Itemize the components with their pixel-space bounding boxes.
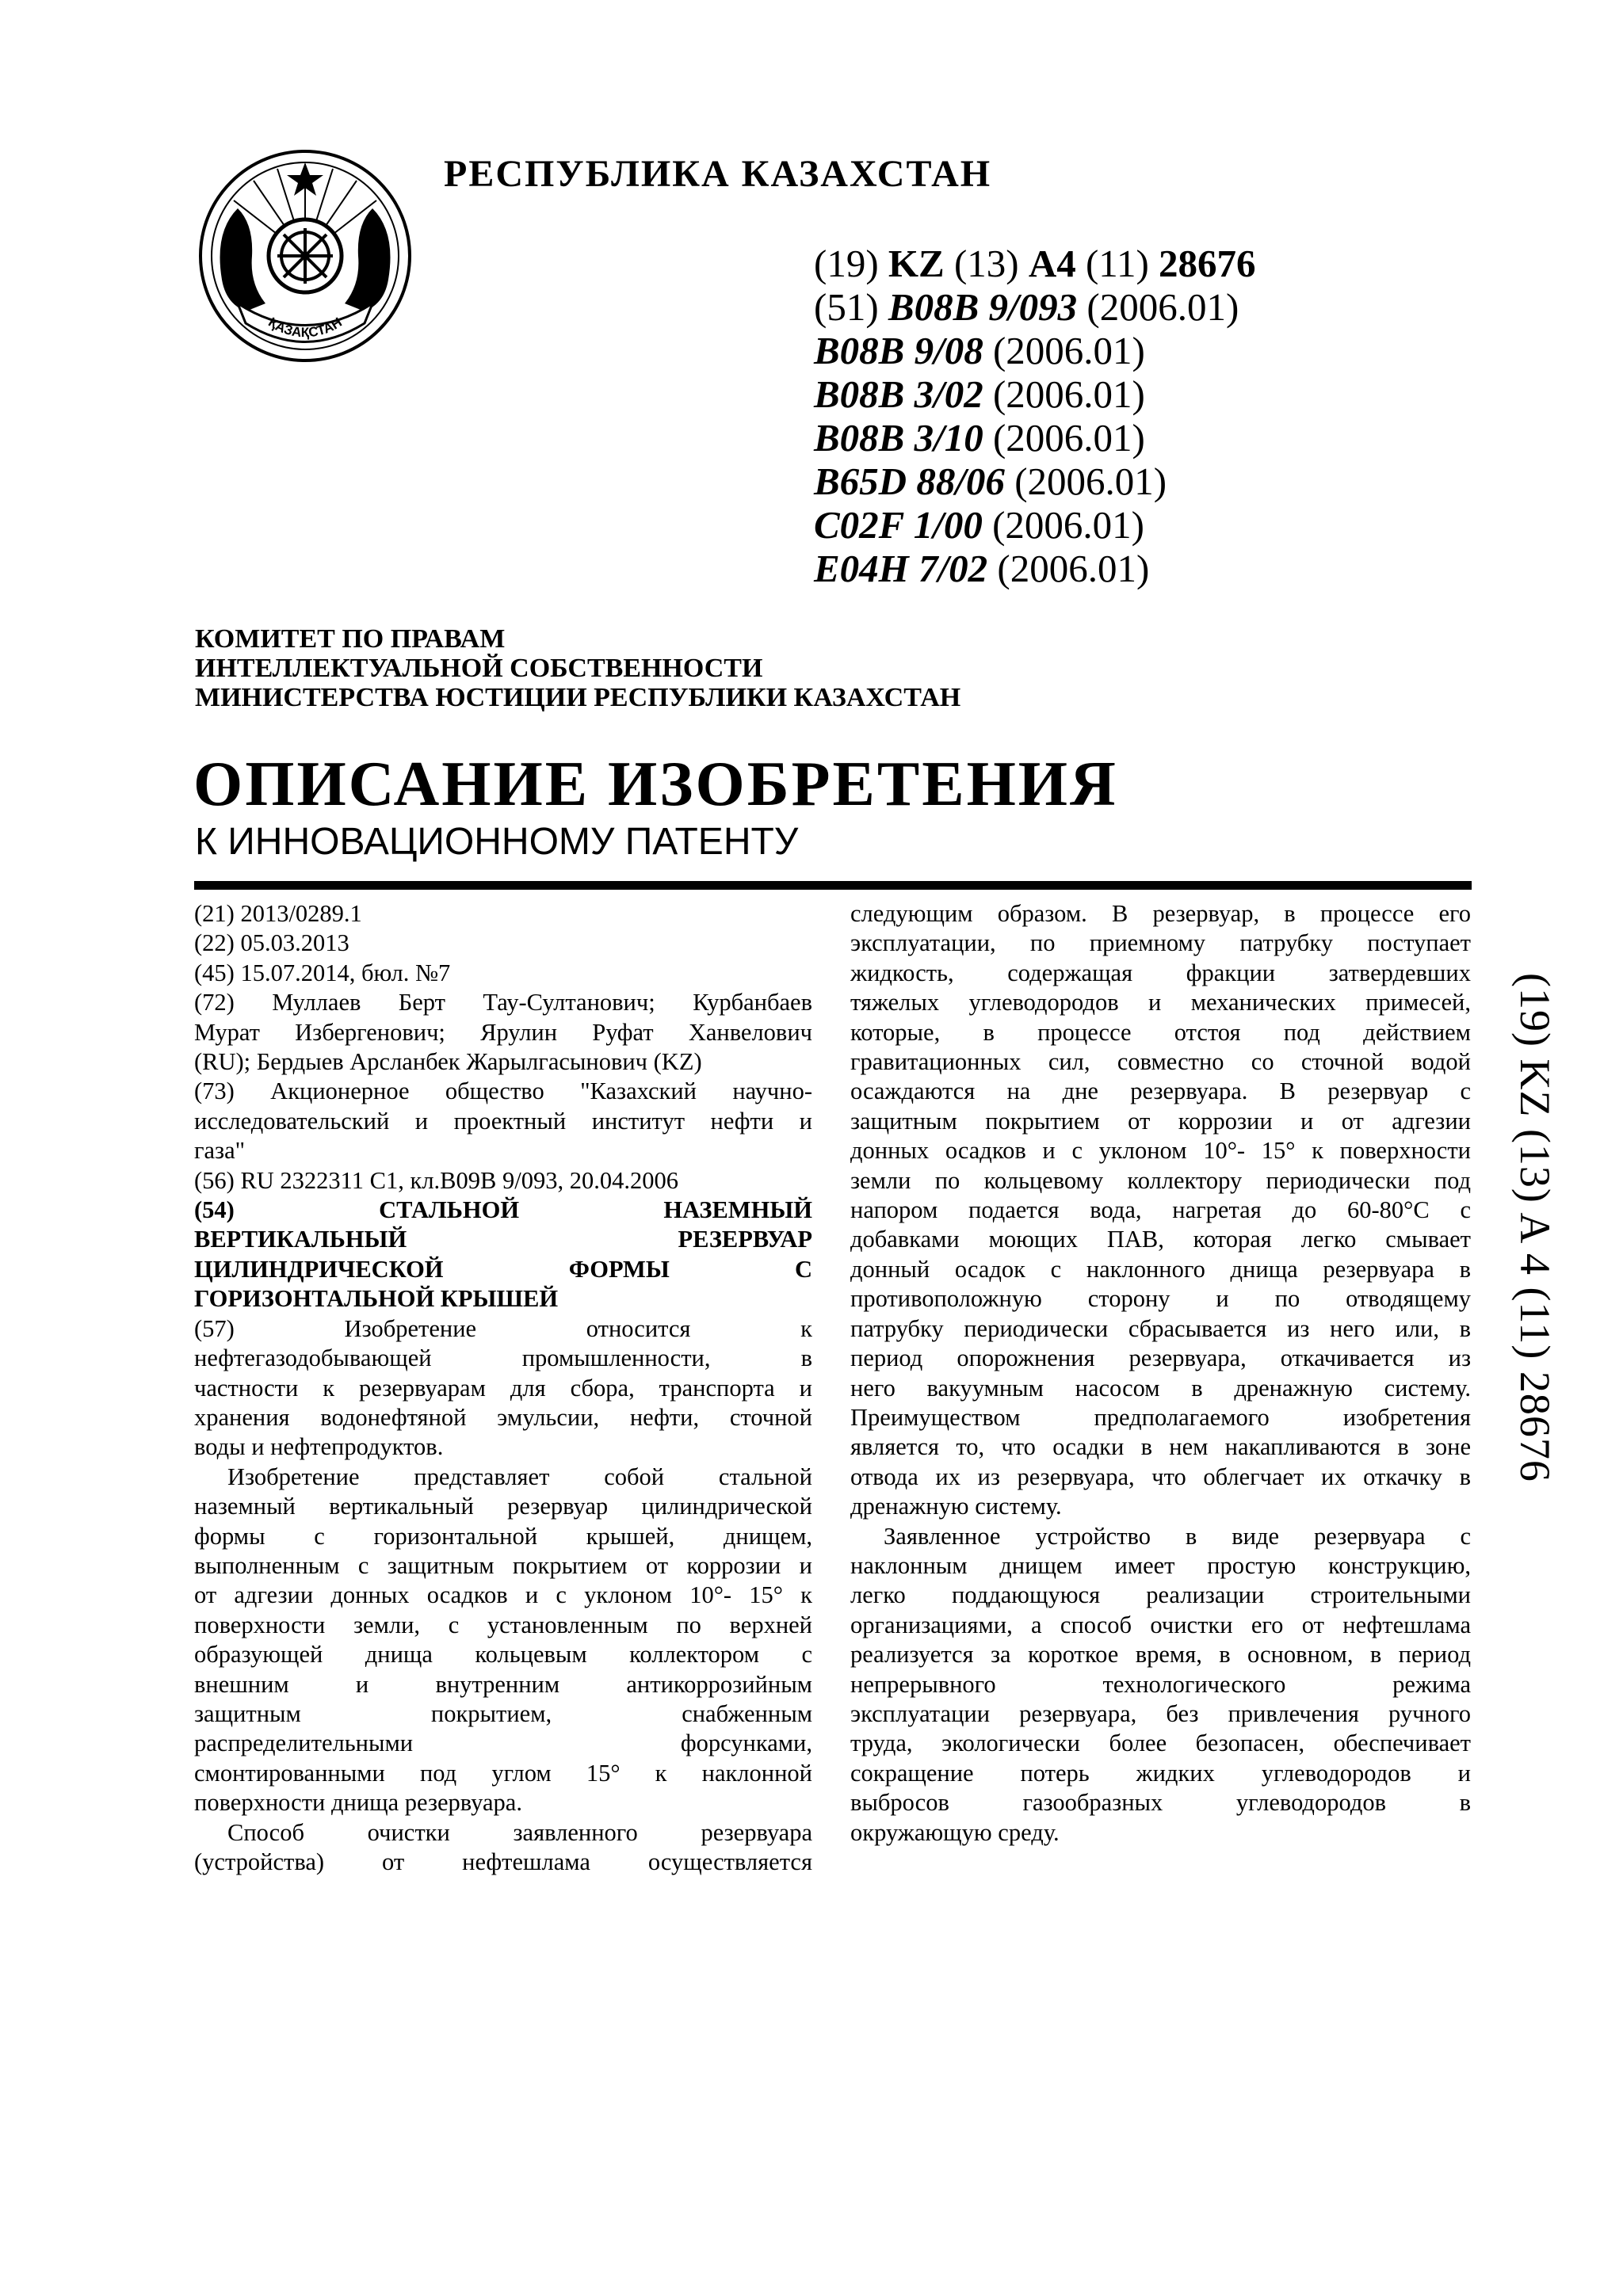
text-line: Заявленное устройство в виде резервуара с — [884, 1522, 1471, 1550]
text-line: (21) 2013/0289.1 — [194, 900, 362, 927]
text-line: дренажную систему. — [850, 1493, 1062, 1520]
text-line: (54) СТАЛЬНОЙ НАЗЕМНЫЙ — [194, 1196, 812, 1224]
text-line: Способ очистки заявленного резервуара — [227, 1818, 812, 1846]
text-line: (56) RU 2322311 C1, кл.B09B 9/093, 20.04.2006 — [194, 1166, 678, 1194]
publication-code-line: (19) KZ (13) A4 (11) 28676 — [814, 242, 1256, 285]
text-line: поверхности днища резервуара. — [194, 1789, 522, 1817]
text-line: является то, что осадки в нем накапливаются в зоне — [850, 1433, 1471, 1461]
text-line: труда, экологически более безопасен, обеспечивает — [850, 1730, 1471, 1757]
ipc-code-line: B08B 3/02 (2006.01) — [814, 372, 1145, 416]
text-line: (57) Изобретение относится к — [194, 1314, 812, 1342]
committee-line: ИНТЕЛЛЕКТУАЛЬНОЙ СОБСТВЕННОСТИ — [195, 654, 763, 683]
text-line: донный осадок с наклонного днища резервуара в — [850, 1255, 1471, 1283]
kazakhstan-emblem-icon — [190, 145, 420, 367]
ipc-code-line: E04H 7/02 (2006.01) — [814, 547, 1150, 590]
text-line: образующей днища кольцевым коллектором с — [194, 1641, 812, 1669]
text-line: внешним и внутренним антикоррозийным — [194, 1670, 812, 1698]
text-line: (73) Акционерное общество "Казахский научно- — [194, 1077, 812, 1105]
text-line: ЦИЛИНДРИЧЕСКОЙ ФОРМЫ С — [194, 1255, 812, 1283]
text-line: (72) Муллаев Берт Тау-Султанович; Курбанбаев — [194, 989, 812, 1016]
text-line: легко поддающуюся реализации строительными — [850, 1581, 1471, 1609]
text-line: воды и нефтепродуктов. — [194, 1433, 444, 1461]
text-line: частности к резервуарам для сбора, транспорта и — [194, 1374, 812, 1402]
text-line: напором подается вода, нагретая до 60-80°С с — [850, 1196, 1471, 1224]
text-line: осаждаются на дне резервуара. В резервуар с — [850, 1077, 1471, 1105]
text-line: распределительными форсунками, — [194, 1730, 812, 1757]
text-line: ВЕРТИКАЛЬНЫЙ РЕЗЕРВУАР — [194, 1226, 812, 1253]
ipc-code-line: B08B 9/08 (2006.01) — [814, 329, 1145, 372]
text-line: газа" — [194, 1137, 246, 1165]
text-line: него вакуумным насосом в дренажную систему. — [850, 1374, 1471, 1402]
classification-codes — [814, 242, 1256, 590]
text-line: (устройства) от нефтешлама осуществляется — [194, 1848, 812, 1875]
committee-line: КОМИТЕТ ПО ПРАВАМ — [195, 624, 506, 654]
text-line: гравитационных сил, совместно со сточной водой — [850, 1048, 1471, 1076]
text-line: Изобретение представляет собой стальной — [227, 1463, 812, 1490]
text-line: эксплуатации, по приемному патрубку поступает — [850, 929, 1471, 957]
text-line: смонтированными под углом 15° к наклонной — [194, 1759, 812, 1787]
text-line: хранения водонефтяной эмульсии, нефти, сточной — [194, 1403, 812, 1431]
text-line: поверхности земли, с установленным по верхней — [194, 1611, 812, 1638]
text-line: добавками моющих ПАВ, которая легко смывает — [850, 1226, 1471, 1253]
document-subtitle: К ИННОВАЦИОННОМУ ПАТЕНТУ — [195, 821, 799, 863]
text-line: выполненным с защитным покрытием от коррозии и — [194, 1551, 812, 1579]
text-line: ГОРИЗОНТАЛЬНОЙ КРЫШЕЙ — [194, 1285, 559, 1313]
text-line: выбросов газообразных углеводородов в — [850, 1789, 1471, 1817]
text-line: противоположную сторону и по отводящему — [850, 1285, 1471, 1313]
text-line: наклонным днищем имеет простую конструкцию, — [850, 1551, 1471, 1579]
ipc-code-line: (51) B08B 9/093 (2006.01) — [814, 285, 1239, 329]
country-name: РЕСПУБЛИКА КАЗАХСТАН — [444, 153, 992, 195]
side-publication-code: (19) KZ (13) A 4 (11) 28676 — [1511, 973, 1559, 1482]
left-column — [194, 899, 812, 1877]
text-line: которые, в процессе отстоя под действием — [850, 1018, 1471, 1046]
text-line: реализуется за короткое время, в основном, в период — [850, 1641, 1471, 1669]
text-line: отвода их из резервуара, что облегчает их откачку в — [850, 1463, 1471, 1490]
text-line: (45) 15.07.2014, бюл. №7 — [194, 959, 451, 986]
text-line: Преимуществом предполагаемого изобретения — [850, 1403, 1471, 1431]
text-line: тяжелых углеводородов и механических примесей, — [850, 989, 1471, 1016]
text-line: донных осадков и с уклоном 10°- 15° к поверхности — [850, 1137, 1471, 1165]
text-line: период опорожнения резервуара, откачивается из — [850, 1344, 1471, 1372]
text-line: наземный вертикальный резервуар цилиндрической — [194, 1493, 812, 1520]
right-column — [850, 899, 1471, 1848]
text-line: организациями, а способ очистки его от нефтешлама — [850, 1611, 1471, 1638]
text-line: защитным покрытием от коррозии и от адгезии — [850, 1107, 1471, 1135]
text-line: непрерывного технологического режима — [850, 1670, 1471, 1698]
text-line: Мурат Избергенович; Ярулин Руфат Ханвелович — [194, 1018, 812, 1046]
title-divider — [194, 881, 1472, 890]
ipc-code-line: B65D 88/06 (2006.01) — [814, 460, 1167, 503]
text-line: окружающую среду. — [850, 1818, 1060, 1846]
text-line: формы с горизонтальной крышей, днищем, — [194, 1522, 812, 1550]
ipc-code-line: B08B 3/10 (2006.01) — [814, 416, 1145, 460]
ipc-code-line: C02F 1/00 (2006.01) — [814, 503, 1144, 547]
text-line: жидкость, содержащая фракции затвердевших — [850, 959, 1471, 986]
committee-line: МИНИСТЕРСТВА ЮСТИЦИИ РЕСПУБЛИКИ КАЗАХСТАН — [195, 683, 961, 712]
text-line: эксплуатации резервуара, без привлечения ручного — [850, 1699, 1471, 1727]
text-line: патрубку периодически сбрасывается из него или, в — [850, 1314, 1471, 1342]
text-line: от адгезии донных осадков и с уклоном 10°- 15° к — [194, 1581, 812, 1609]
text-line: защитным покрытием, снабженным — [194, 1699, 812, 1727]
text-line: исследовательский и проектный институт нефти и — [194, 1107, 812, 1135]
text-line: нефтегазодобывающей промышленности, в — [194, 1344, 812, 1372]
document-title: ОПИСАНИЕ ИЗОБРЕТЕНИЯ — [193, 749, 1118, 819]
committee-name — [195, 624, 960, 712]
text-line: земли по кольцевому коллектору периодически под — [850, 1166, 1471, 1194]
text-line: (22) 05.03.2013 — [194, 929, 349, 957]
emblem-text: ҚАЗАҚСТАН — [265, 314, 345, 341]
text-line: сокращение потерь жидких углеводородов и — [850, 1759, 1471, 1787]
text-line: следующим образом. В резервуар, в процессе его — [850, 900, 1471, 927]
text-line: (RU); Бердыев Арсланбек Жарылгасынович (KZ) — [194, 1048, 702, 1076]
